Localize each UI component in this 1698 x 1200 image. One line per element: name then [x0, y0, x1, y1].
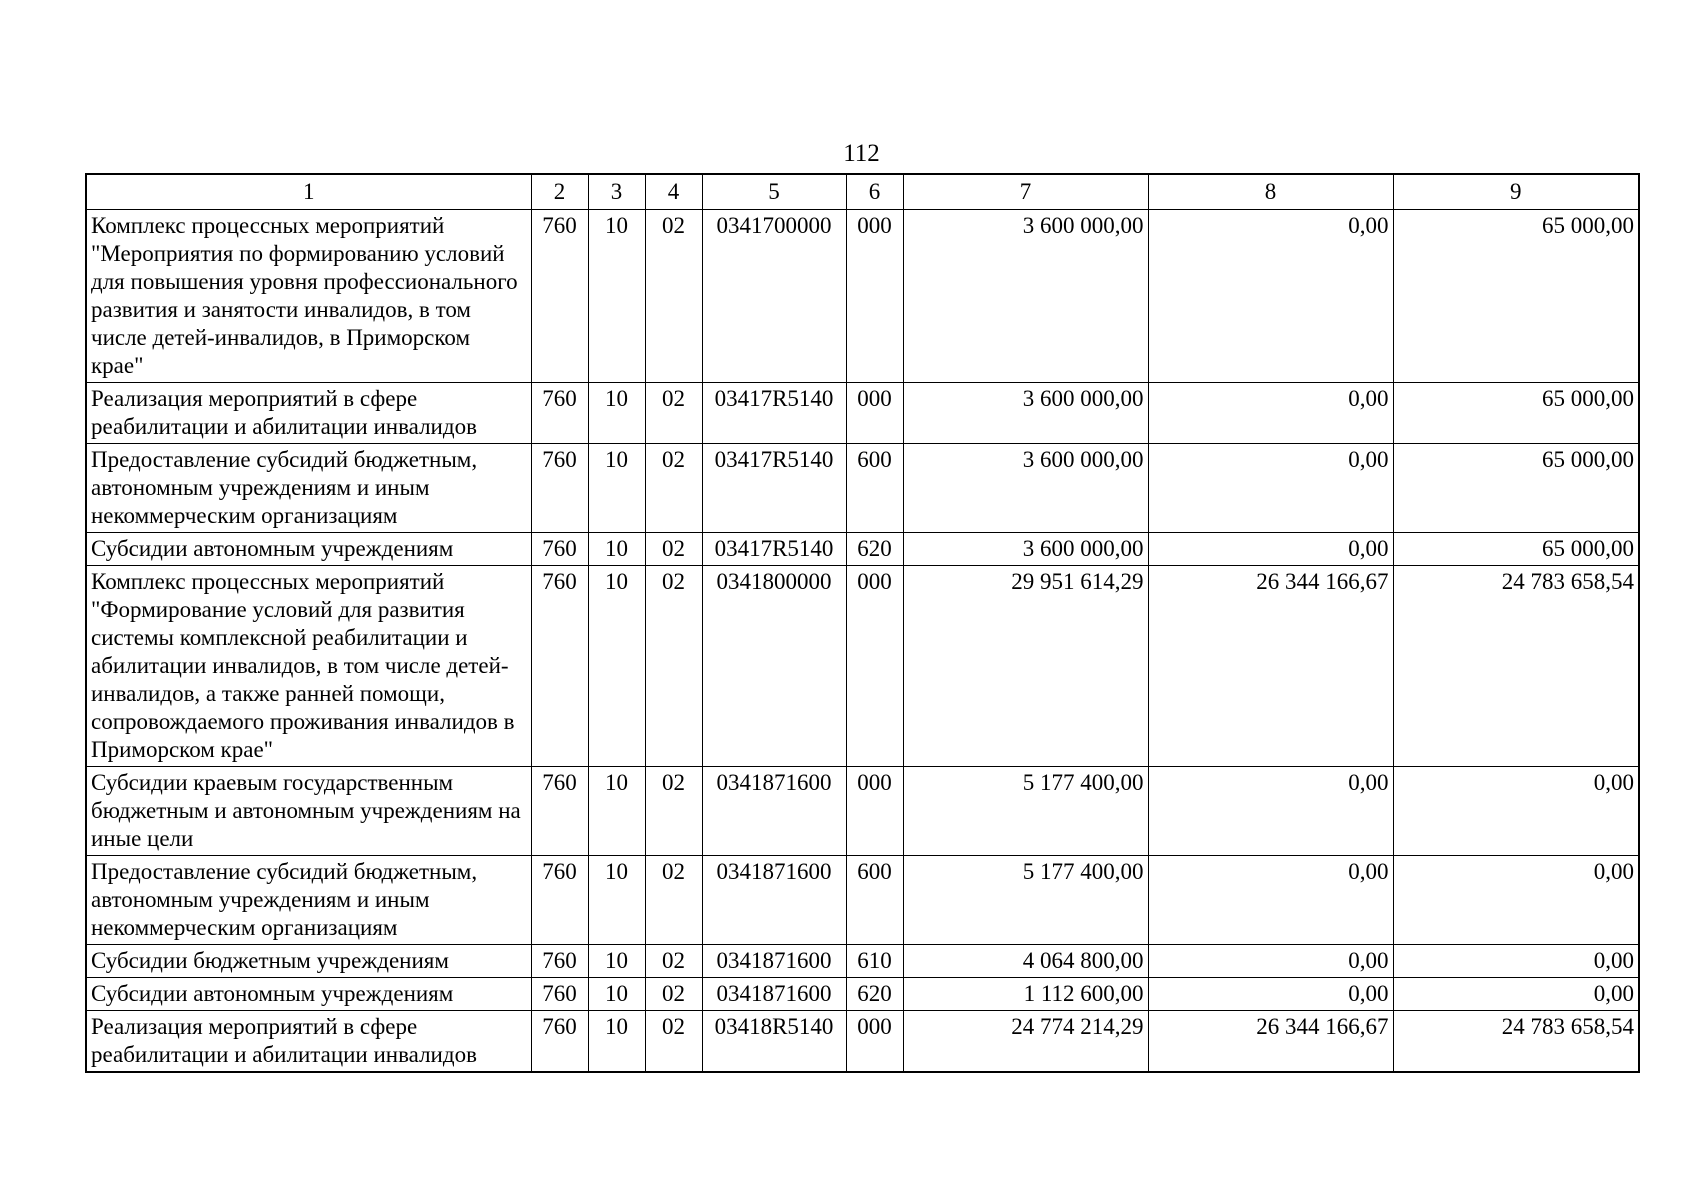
- subsection-code: 02: [645, 1011, 702, 1073]
- column-header: 7: [903, 174, 1148, 210]
- row-description: Субсидии автономным учреждениям: [86, 533, 531, 566]
- expense-type-code: 600: [846, 444, 903, 533]
- subsection-code: 02: [645, 210, 702, 383]
- section-code: 10: [588, 945, 645, 978]
- expense-type-code: 000: [846, 210, 903, 383]
- ministry-code: 760: [531, 210, 588, 383]
- section-code: 10: [588, 856, 645, 945]
- ministry-code: 760: [531, 444, 588, 533]
- column-header: 8: [1148, 174, 1393, 210]
- amount-col-8: 26 344 166,67: [1148, 566, 1393, 767]
- amount-col-8: 0,00: [1148, 856, 1393, 945]
- column-header: 2: [531, 174, 588, 210]
- target-article-code: 03417R5140: [702, 383, 846, 444]
- table-row: [86, 978, 1639, 1011]
- row-description: Реализация мероприятий в сфере реабилитации и абилитации инвалидов: [86, 383, 531, 444]
- section-code: 10: [588, 767, 645, 856]
- section-code: 10: [588, 1011, 645, 1073]
- row-description: Субсидии бюджетным учреждениям: [86, 945, 531, 978]
- target-article-code: 0341700000: [702, 210, 846, 383]
- amount-col-7: 3 600 000,00: [903, 383, 1148, 444]
- target-article-code: 03417R5140: [702, 533, 846, 566]
- expense-type-code: 000: [846, 383, 903, 444]
- amount-col-8: 0,00: [1148, 945, 1393, 978]
- target-article-code: 0341800000: [702, 566, 846, 767]
- amount-col-7: 3 600 000,00: [903, 444, 1148, 533]
- amount-col-7: 3 600 000,00: [903, 210, 1148, 383]
- amount-col-9: 65 000,00: [1393, 444, 1639, 533]
- column-header: 5: [702, 174, 846, 210]
- subsection-code: 02: [645, 566, 702, 767]
- table-header-row: [86, 174, 1639, 210]
- ministry-code: 760: [531, 533, 588, 566]
- table-row: [86, 856, 1639, 945]
- amount-col-7: 3 600 000,00: [903, 533, 1148, 566]
- column-header: 9: [1393, 174, 1639, 210]
- amount-col-8: 0,00: [1148, 383, 1393, 444]
- expense-type-code: 620: [846, 978, 903, 1011]
- amount-col-8: 26 344 166,67: [1148, 1011, 1393, 1073]
- column-header: 1: [86, 174, 531, 210]
- target-article-code: 0341871600: [702, 945, 846, 978]
- amount-col-9: 0,00: [1393, 767, 1639, 856]
- column-header: 6: [846, 174, 903, 210]
- table-row: [86, 767, 1639, 856]
- amount-col-8: 0,00: [1148, 978, 1393, 1011]
- expense-type-code: 610: [846, 945, 903, 978]
- target-article-code: 0341871600: [702, 978, 846, 1011]
- amount-col-8: 0,00: [1148, 444, 1393, 533]
- subsection-code: 02: [645, 856, 702, 945]
- ministry-code: 760: [531, 767, 588, 856]
- target-article-code: 03418R5140: [702, 1011, 846, 1073]
- subsection-code: 02: [645, 444, 702, 533]
- section-code: 10: [588, 566, 645, 767]
- amount-col-7: 24 774 214,29: [903, 1011, 1148, 1073]
- amount-col-7: 1 112 600,00: [903, 978, 1148, 1011]
- amount-col-8: 0,00: [1148, 210, 1393, 383]
- amount-col-7: 4 064 800,00: [903, 945, 1148, 978]
- section-code: 10: [588, 383, 645, 444]
- column-header: 4: [645, 174, 702, 210]
- ministry-code: 760: [531, 566, 588, 767]
- amount-col-9: 24 783 658,54: [1393, 566, 1639, 767]
- amount-col-7: 5 177 400,00: [903, 767, 1148, 856]
- amount-col-9: 0,00: [1393, 978, 1639, 1011]
- section-code: 10: [588, 533, 645, 566]
- amount-col-9: 0,00: [1393, 856, 1639, 945]
- row-description: Предоставление субсидий бюджетным, автономным учреждениям и иным некоммерческим организациям: [86, 444, 531, 533]
- amount-col-9: 65 000,00: [1393, 533, 1639, 566]
- row-description: Комплекс процессных мероприятий "Мероприятия по формированию условий для повышения уровня профессионального развития и занятости инвалидов, в том числе детей-инвалидов, в Приморском крае": [86, 210, 531, 383]
- section-code: 10: [588, 444, 645, 533]
- ministry-code: 760: [531, 856, 588, 945]
- table-row: [86, 945, 1639, 978]
- row-description: Субсидии краевым государственным бюджетным и автономным учреждениям на иные цели: [86, 767, 531, 856]
- target-article-code: 0341871600: [702, 767, 846, 856]
- section-code: 10: [588, 978, 645, 1011]
- column-header: 3: [588, 174, 645, 210]
- budget-table: [85, 173, 1640, 1073]
- row-description: Субсидии автономным учреждениям: [86, 978, 531, 1011]
- ministry-code: 760: [531, 383, 588, 444]
- row-description: Реализация мероприятий в сфере реабилитации и абилитации инвалидов: [86, 1011, 531, 1073]
- subsection-code: 02: [645, 978, 702, 1011]
- subsection-code: 02: [645, 945, 702, 978]
- target-article-code: 0341871600: [702, 856, 846, 945]
- ministry-code: 760: [531, 945, 588, 978]
- amount-col-7: 5 177 400,00: [903, 856, 1148, 945]
- subsection-code: 02: [645, 767, 702, 856]
- expense-type-code: 000: [846, 1011, 903, 1073]
- table-row: [86, 210, 1639, 383]
- page-number: 112: [843, 140, 880, 167]
- section-code: 10: [588, 210, 645, 383]
- expense-type-code: 620: [846, 533, 903, 566]
- subsection-code: 02: [645, 383, 702, 444]
- amount-col-9: 65 000,00: [1393, 210, 1639, 383]
- table-row: [86, 566, 1639, 767]
- table-row: [86, 1011, 1639, 1073]
- amount-col-9: 0,00: [1393, 945, 1639, 978]
- subsection-code: 02: [645, 533, 702, 566]
- amount-col-9: 24 783 658,54: [1393, 1011, 1639, 1073]
- amount-col-9: 65 000,00: [1393, 383, 1639, 444]
- expense-type-code: 000: [846, 566, 903, 767]
- amount-col-8: 0,00: [1148, 767, 1393, 856]
- expense-type-code: 600: [846, 856, 903, 945]
- amount-col-8: 0,00: [1148, 533, 1393, 566]
- table-row: [86, 533, 1639, 566]
- ministry-code: 760: [531, 978, 588, 1011]
- expense-type-code: 000: [846, 767, 903, 856]
- ministry-code: 760: [531, 1011, 588, 1073]
- row-description: Предоставление субсидий бюджетным, автономным учреждениям и иным некоммерческим организациям: [86, 856, 531, 945]
- row-description: Комплекс процессных мероприятий "Формирование условий для развития системы комплексной реабилитации и абилитации инвалидов, в том числе детей-инвалидов, а также ранней помощи, сопровождаемого проживания инвалидов в Приморском крае": [86, 566, 531, 767]
- target-article-code: 03417R5140: [702, 444, 846, 533]
- table-row: [86, 444, 1639, 533]
- amount-col-7: 29 951 614,29: [903, 566, 1148, 767]
- table-row: [86, 383, 1639, 444]
